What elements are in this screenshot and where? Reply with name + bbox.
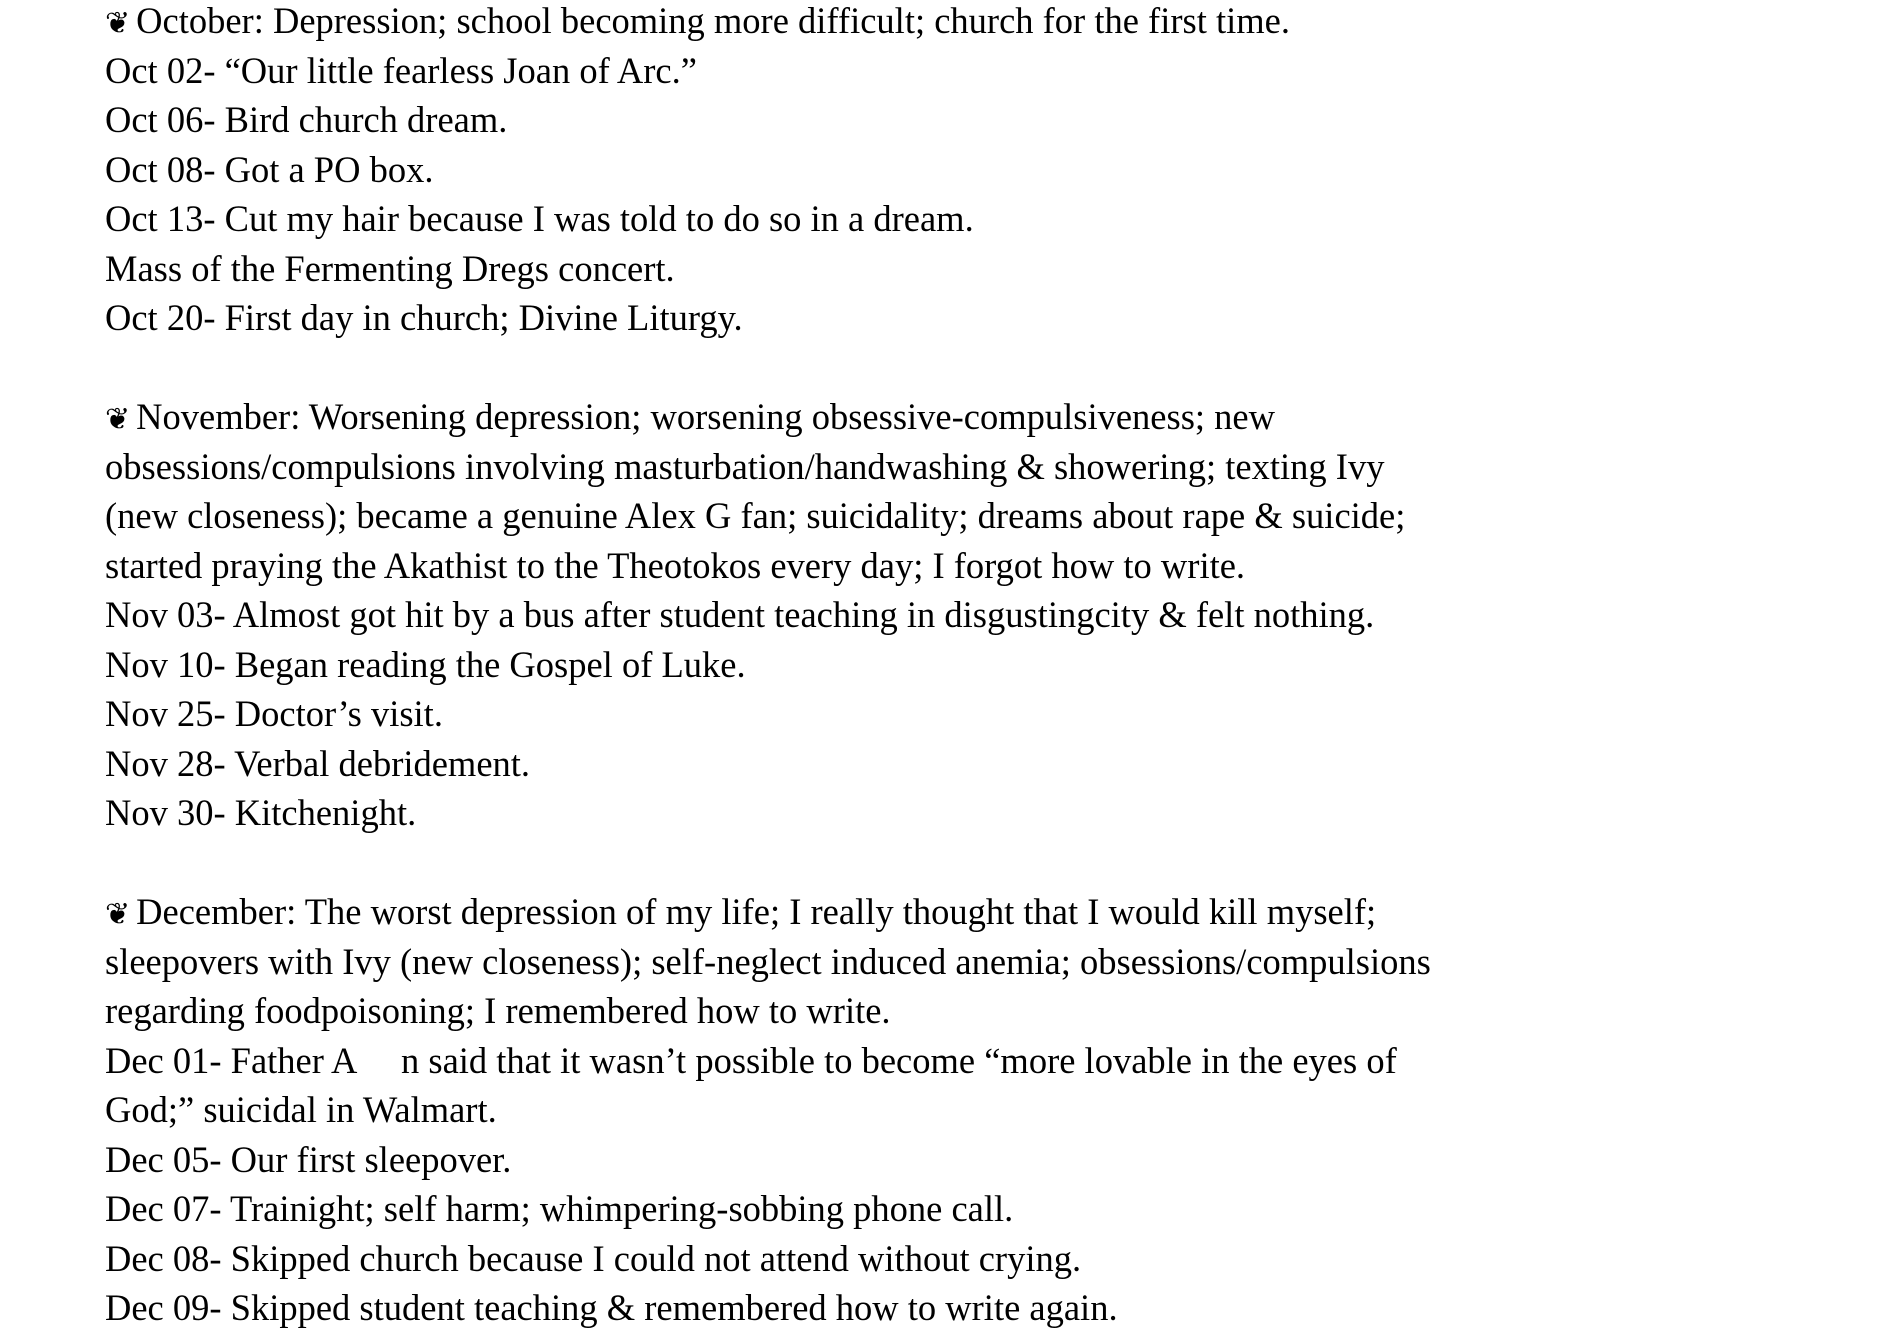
journal-entry: Nov 30- Kitchenight. — [105, 792, 417, 833]
heading-text: October: Depression; school becoming more difficult; church for the first time. — [136, 0, 1290, 41]
floral-heart-icon: ❦ — [105, 402, 131, 437]
section-spacer — [105, 838, 1705, 888]
heading-continuation: regarding foodpoisoning; I remembered how to write. — [105, 990, 891, 1031]
journal-entry: Dec 05- Our first sleepover. — [105, 1138, 512, 1180]
journal-entry: Nov 10- Began reading the Gospel of Luke. — [105, 643, 746, 685]
section-heading-october — [105, 0, 1705, 46]
floral-heart-icon: ❦ — [105, 6, 131, 41]
section-heading-december — [105, 887, 1705, 937]
journal-entry: Nov 28- Verbal debridement. — [105, 742, 531, 784]
heading-continuation: (new closeness); became a genuine Alex G fan; suicidality; dreams about rape & suicide; — [105, 495, 1406, 536]
journal-entry: Dec 08- Skipped church because I could not attend without crying. — [105, 1237, 1082, 1279]
document-body — [105, 0, 1705, 1333]
journal-entry: Dec 09- Skipped student teaching & remembered how to write again. — [105, 1287, 1118, 1328]
heading-continuation: obsessions/compulsions involving masturbation/handwashing & showering; texting Ivy — [105, 445, 1385, 487]
floral-heart-icon: ❦ — [105, 897, 131, 932]
journal-entry: Oct 06- Bird church dream. — [105, 99, 508, 140]
journal-entry: Dec 01- Father A n said that it wasn’t possible to become “more lovable in the eyes of — [105, 1039, 1397, 1081]
journal-entry: Oct 02- “Our little fearless Joan of Arc.” — [105, 49, 697, 91]
journal-entry: Oct 20- First day in church; Divine Liturgy. — [105, 297, 743, 338]
journal-entry: Nov 25- Doctor’s visit. — [105, 693, 443, 734]
journal-entry: Oct 13- Cut my hair because I was told to do so in a dream. — [105, 198, 974, 239]
heading-continuation: started praying the Akathist to the Theotokos every day; I forgot how to write. — [105, 544, 1246, 586]
section-spacer — [105, 343, 1705, 393]
journal-entry: Oct 08- Got a PO box. — [105, 148, 434, 190]
heading-text: December: The worst depression of my life; I really thought that I would kill myself; — [136, 891, 1377, 932]
journal-entry-continuation: God;” suicidal in Walmart. — [105, 1089, 497, 1130]
journal-entry: Mass of the Fermenting Dregs concert. — [105, 247, 675, 289]
journal-entry: Dec 07- Trainight; self harm; whimpering-sobbing phone call. — [105, 1188, 1014, 1229]
journal-entry: Nov 03- Almost got hit by a bus after student teaching in disgustingcity & felt nothing. — [105, 594, 1375, 635]
heading-text: November: Worsening depression; worsening obsessive-compulsiveness; new — [136, 396, 1275, 437]
heading-continuation: sleepovers with Ivy (new closeness); self-neglect induced anemia; obsessions/compulsions — [105, 940, 1431, 982]
section-heading-november — [105, 392, 1705, 442]
